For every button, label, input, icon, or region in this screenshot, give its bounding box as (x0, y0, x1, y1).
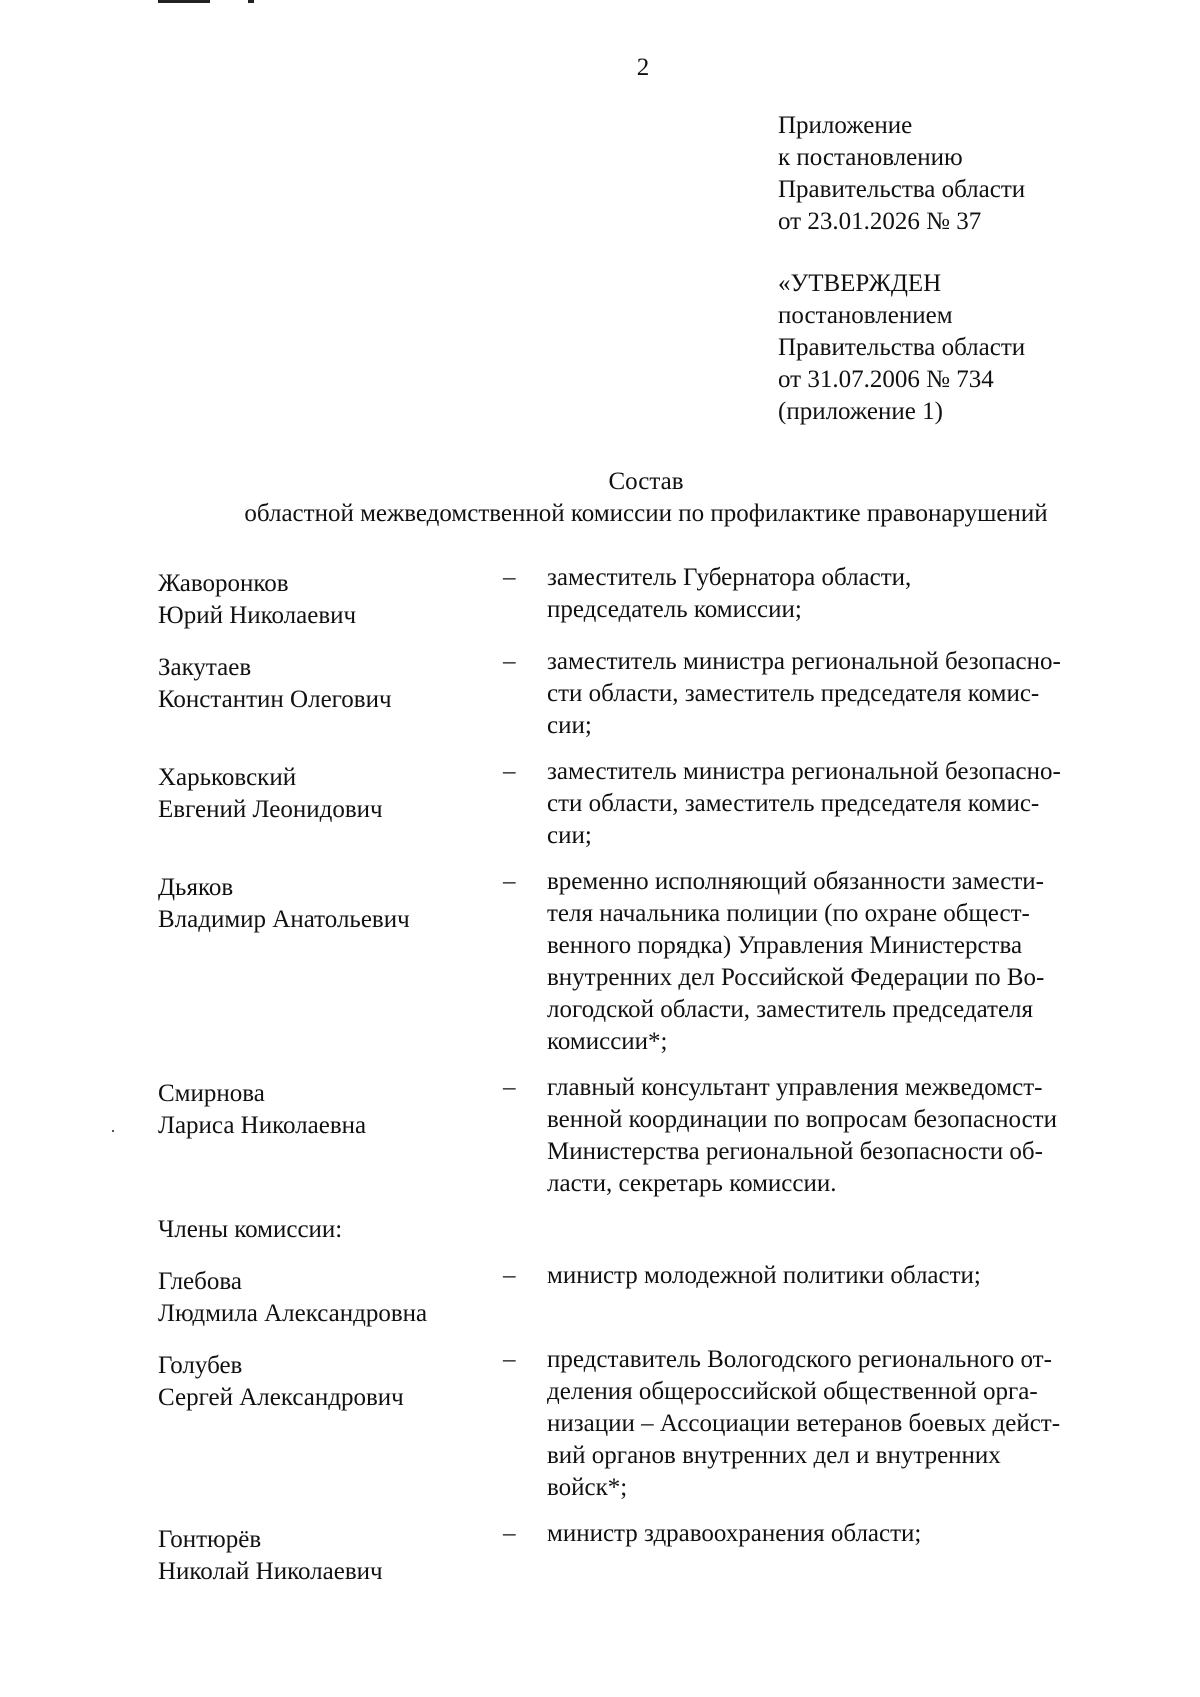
approved-line: Правительства области (778, 334, 1026, 361)
document-title (0, 466, 1200, 530)
member-name: Закутаев Константин Олегович (158, 654, 392, 713)
member-role: министр здравоохранения области; (547, 1520, 922, 1547)
member-role: заместитель Губернатора области, председатель комиссии; (547, 564, 912, 623)
approved-line: «УТВЕРЖДЕН (778, 270, 942, 297)
dash-separator: – (503, 648, 516, 675)
dash-separator: – (503, 758, 516, 785)
member-name: Дьяков Владимир Анатольевич (158, 874, 410, 933)
annex-block (778, 110, 1158, 238)
scan-artifact (158, 0, 210, 3)
member-row (158, 1072, 1148, 1200)
title-line: областной межведомственной комиссии по профилактике правонарушений (244, 500, 1048, 527)
commission-list (158, 562, 1148, 1602)
member-row (158, 1344, 1148, 1504)
member-row (158, 1518, 1148, 1588)
member-name: Гонтюрёв Николай Николаевич (158, 1526, 383, 1585)
member-row (158, 646, 1148, 742)
member-role: министр молодежной политики области; (547, 1262, 981, 1289)
member-name: Харьковский Евгений Леонидович (158, 764, 383, 823)
member-name: Жаворонков Юрий Николаевич (158, 570, 357, 629)
dash-separator: – (503, 868, 516, 895)
scan-artifact (248, 0, 254, 3)
member-name: Глебова Людмила Александровна (158, 1268, 428, 1327)
member-row (158, 866, 1148, 1058)
member-role: представитель Вологодского регионального от- деления общероссийской общественной орга- низации – Ассоциации ветеранов боевых дейст- вий органов внутренних дел и внутренних войск*; (547, 1346, 1061, 1501)
dash-separator: – (503, 1262, 516, 1289)
annex-line: к постановлению (778, 144, 963, 171)
member-row (158, 562, 1148, 632)
annex-line: Приложение (778, 112, 913, 139)
member-role: заместитель министра региональной безопасно- сти области, заместитель председателя комис- сии; (547, 648, 1061, 739)
annex-line: от 23.01.2026 № 37 (778, 208, 982, 235)
member-name: Смирнова Лариса Николаевна (158, 1080, 367, 1139)
dash-separator: – (503, 564, 516, 591)
member-row (158, 1260, 1148, 1330)
approved-line: (приложение 1) (778, 398, 943, 425)
members-heading: Члены комиссии: (158, 1216, 343, 1243)
approved-line: постановлением (778, 302, 953, 329)
member-role: заместитель министра региональной безопасно- сти области, заместитель председателя комис- сии; (547, 758, 1061, 849)
dash-separator: – (503, 1346, 516, 1373)
dash-separator: – (503, 1520, 516, 1547)
dash-separator: – (503, 1074, 516, 1101)
member-name: Голубев Сергей Александрович (158, 1352, 404, 1411)
member-role: временно исполняющий обязанности замести- теля начальника полиции (по охране общест- венного порядка) Управления Министерства внутренних дел Российской Федерации по Во- логодской области, заместитель председателя комиссии*; (547, 868, 1045, 1055)
member-role: главный консультант управления межведомст- венной координации по вопросам безопасности Министерства региональной безопасности об- ласти, секретарь комиссии. (547, 1074, 1057, 1197)
annex-line: Правительства области (778, 176, 1026, 203)
page-number: 2 (636, 54, 650, 81)
scan-artifact (112, 1130, 114, 1132)
approved-block (778, 268, 1158, 428)
member-row (158, 756, 1148, 852)
approved-line: от 31.07.2006 № 734 (778, 366, 994, 393)
title-line: Состав (608, 468, 684, 495)
